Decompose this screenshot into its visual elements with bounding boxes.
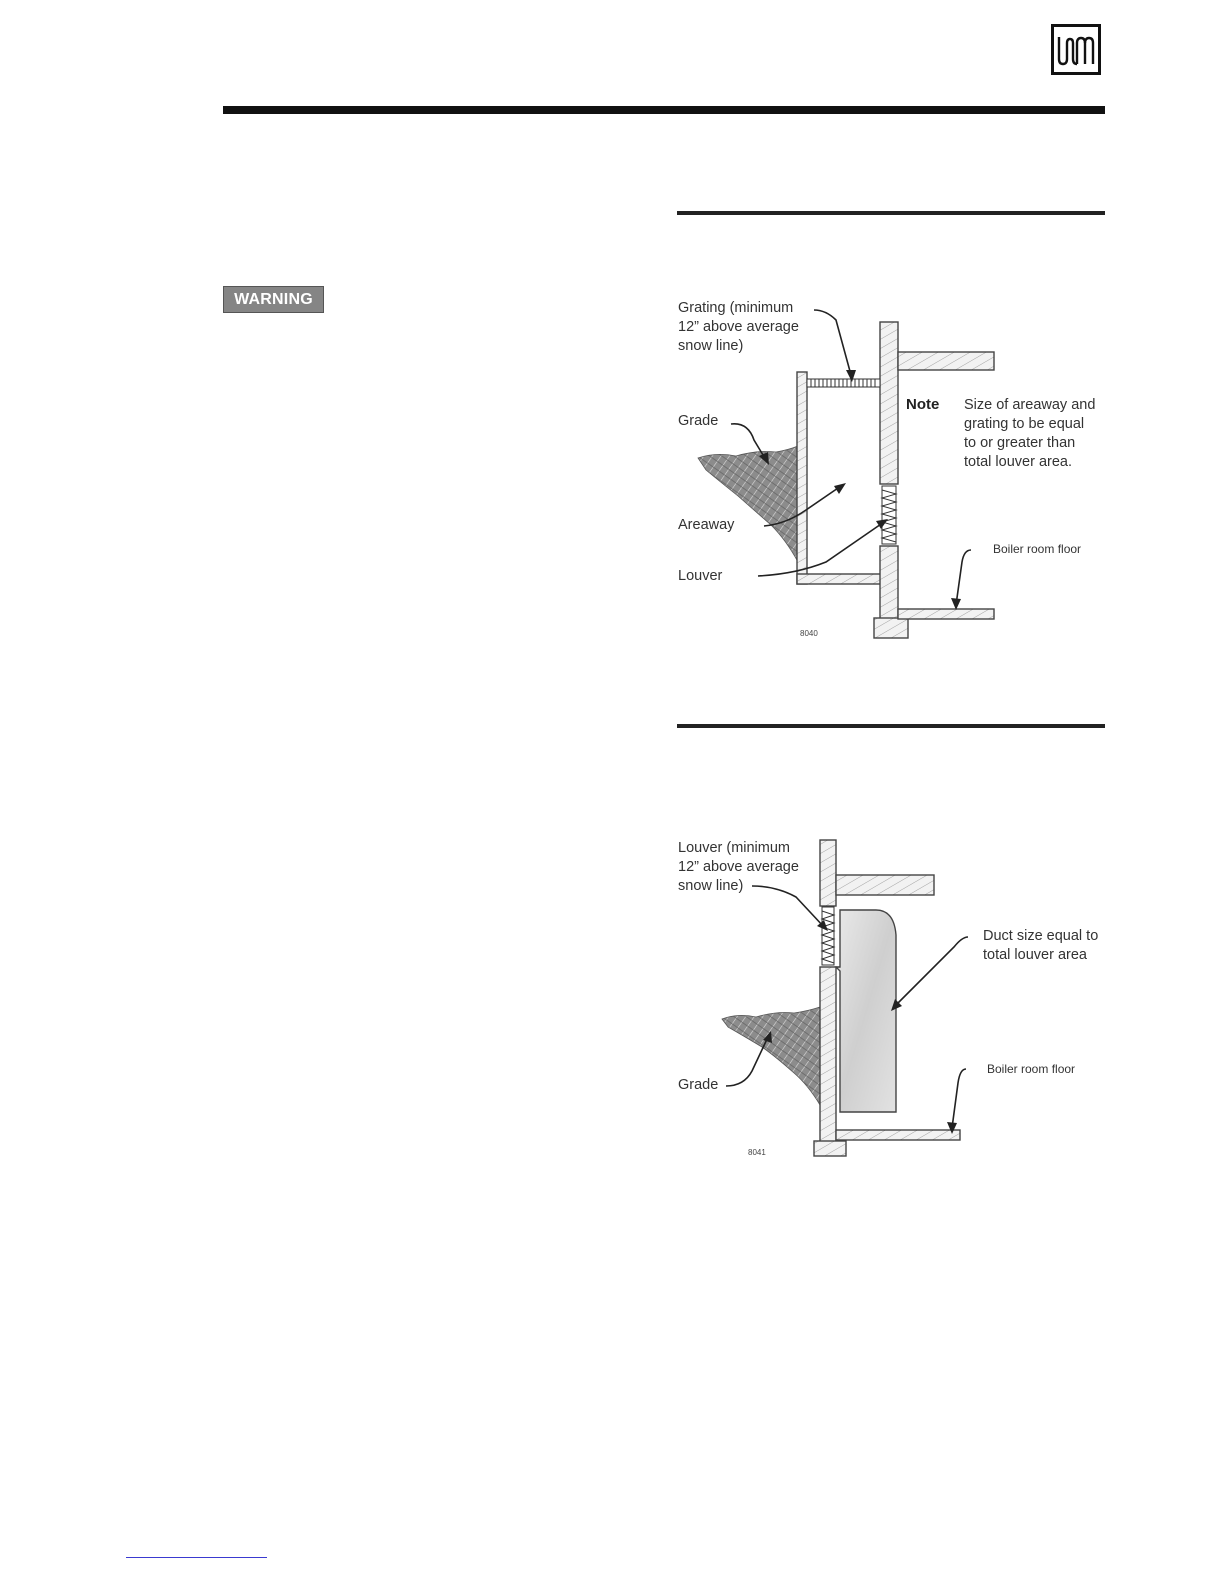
floor-label: Boiler room floor [993, 542, 1082, 556]
figure2-rule [677, 724, 1105, 728]
outer-wall [797, 372, 807, 584]
areaway-slab [797, 574, 885, 584]
wm-logo-icon [1054, 27, 1098, 72]
figure-code: 8040 [800, 629, 818, 638]
grade-label: Grade [678, 1077, 719, 1093]
grating [807, 379, 880, 387]
louver-label: Louver (minimum 12” above average snow line) [678, 840, 799, 894]
duct [836, 910, 896, 1112]
grade-label: Grade [678, 413, 719, 429]
note-text: Size of areaway and grating to be equal to or greater than total louver area. [964, 397, 1096, 470]
footing [874, 618, 908, 638]
footer-link-underline[interactable] [126, 1557, 267, 1558]
floor-label: Boiler room floor [987, 1062, 1076, 1076]
building-wall-lower [880, 546, 898, 620]
wall-upper [820, 840, 836, 906]
footing [814, 1141, 846, 1156]
header-rule [223, 106, 1105, 114]
upper-slab [836, 875, 934, 895]
building-wall-upper [880, 322, 898, 484]
warning-badge: WARNING [223, 286, 324, 313]
note-title: Note [906, 396, 940, 413]
grade-soil [698, 446, 798, 562]
wall-lower [820, 967, 836, 1147]
figure-code: 8041 [748, 1148, 766, 1157]
louver-grille [882, 486, 896, 544]
louver-label: Louver [678, 568, 723, 584]
grating-label: Grating (minimum 12” above average snow line) [678, 300, 799, 354]
boiler-room-floor [836, 1130, 960, 1140]
grade-soil [722, 1007, 820, 1105]
duct-label: Duct size equal to total louver area [983, 928, 1099, 963]
upper-slab [898, 352, 994, 370]
company-logo [1051, 24, 1101, 75]
boiler-room-floor [898, 609, 994, 619]
figure1-rule [677, 211, 1105, 215]
louver-grille [822, 907, 834, 965]
areaway-label: Areaway [678, 517, 735, 533]
